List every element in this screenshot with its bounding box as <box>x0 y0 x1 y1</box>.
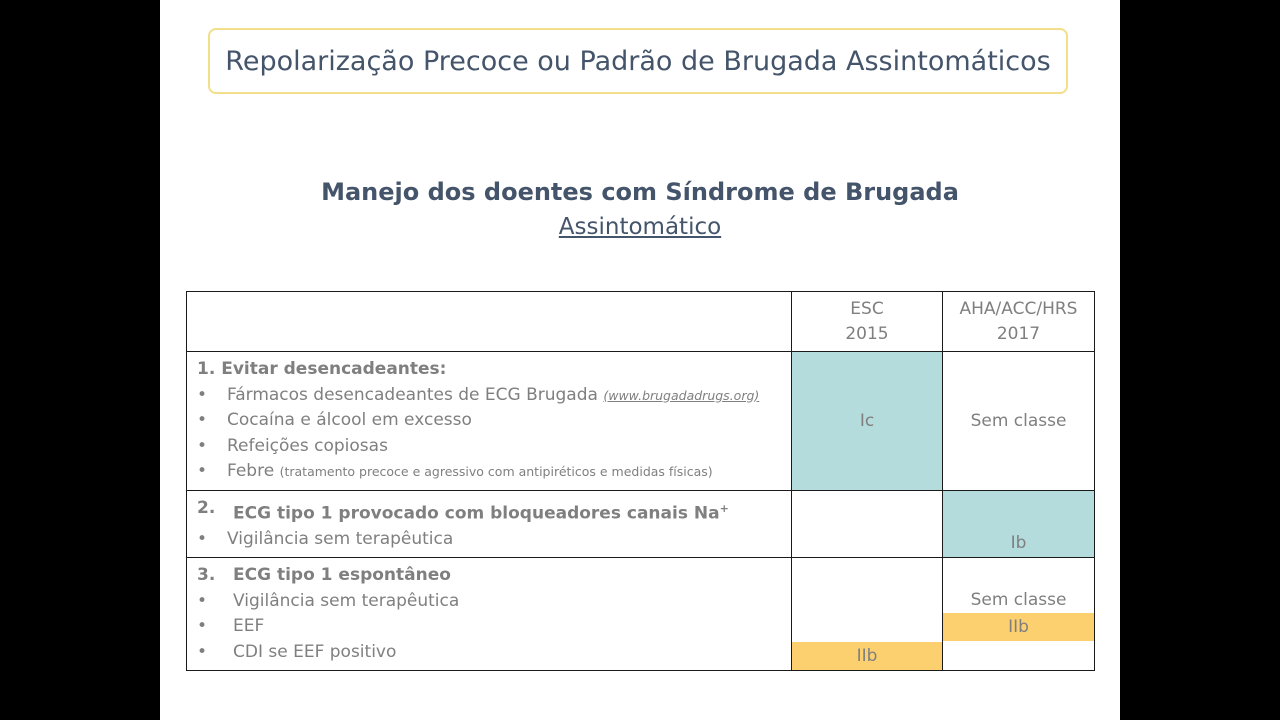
list-item <box>197 408 781 434</box>
table-row <box>187 352 1095 491</box>
header-empty-cell <box>187 292 792 352</box>
header-aha-line1: AHA/ACC/HRS <box>959 298 1078 319</box>
fever-note: (tratamento precoce e agressivo com antipiréticos e medidas físicas) <box>279 464 713 479</box>
header-esc-line1: ESC <box>850 298 884 319</box>
row3-number: 3. <box>197 565 216 586</box>
row2-title-sup: + <box>719 501 729 515</box>
recommendation-table <box>186 291 1095 671</box>
row3-esc-class: IIb <box>792 642 942 670</box>
list-item <box>197 640 781 666</box>
row3-title-line <box>197 563 781 589</box>
bullet-icon: • <box>197 461 208 481</box>
slide-title-box <box>208 28 1068 94</box>
row3-aha-class-2: IIb <box>943 613 1094 641</box>
row3-bullet-1: Vigilância sem terapêutica <box>233 590 460 611</box>
slide-title: Repolarização Precoce ou Padrão de Brugada Assintomáticos <box>225 45 1051 77</box>
row3-title: ECG tipo 1 espontâneo <box>233 565 451 586</box>
bullet-icon: • <box>197 435 208 456</box>
row1-aha-class: Sem classe <box>943 352 1095 491</box>
row2-bullet-1: Vigilância sem terapêutica <box>227 528 454 549</box>
row3-bullet-3: CDI se EEF positivo <box>233 641 397 662</box>
bullet-icon: • <box>197 641 208 662</box>
row1-bullet-3: Refeições copiosas <box>227 435 388 456</box>
row3-esc-cell <box>792 558 943 671</box>
list-item <box>197 434 781 460</box>
section-subheading <box>160 214 1120 240</box>
brugadadrugs-link[interactable]: (www.brugadadrugs.org) <box>603 387 760 403</box>
list-item <box>197 383 781 409</box>
bullet-icon: • <box>197 384 208 405</box>
list-item <box>197 614 781 640</box>
row1-title: 1. Evitar desencadeantes: <box>197 359 447 379</box>
row1-description <box>187 352 792 491</box>
row1-bullet-1: Fármacos desencadeantes de ECG Brugada <box>227 384 598 405</box>
list-item <box>197 589 781 615</box>
row3-bullet-2: EEF <box>233 616 265 637</box>
header-aha-line2: 2017 <box>996 323 1041 344</box>
table-header-row <box>187 292 1095 352</box>
bullet-icon: • <box>197 410 208 430</box>
bullet-icon: • <box>197 590 208 611</box>
row1-bullet-2: Cocaína e álcool em excesso <box>227 410 472 430</box>
row1-bullet-4: Febre <box>227 461 275 481</box>
list-item <box>197 527 781 553</box>
header-esc <box>792 292 943 352</box>
section-heading: Manejo dos doentes com Síndrome de Brugada <box>321 178 959 206</box>
row3-aha-cell <box>943 558 1095 671</box>
row2-aha-class: Ib <box>943 490 1095 558</box>
row2-number: 2. <box>197 497 216 518</box>
header-aha <box>943 292 1095 352</box>
table-row <box>187 490 1095 558</box>
list-item <box>197 459 781 485</box>
table-row <box>187 558 1095 671</box>
header-esc-line2: 2015 <box>845 323 889 344</box>
bullet-icon: • <box>197 528 208 549</box>
row2-title: ECG tipo 1 provocado com bloqueadores canais Na <box>233 503 720 524</box>
slide <box>160 0 1120 720</box>
row3-description <box>187 558 792 671</box>
row2-esc-class <box>792 490 943 558</box>
row2-title-line <box>197 496 781 527</box>
bullet-icon: • <box>197 616 208 637</box>
row3-aha-class-1: Sem classe <box>970 589 1067 610</box>
row2-description <box>187 490 792 558</box>
row1-esc-class: Ic <box>792 352 943 491</box>
subheading-text: Assintomático <box>558 214 722 240</box>
